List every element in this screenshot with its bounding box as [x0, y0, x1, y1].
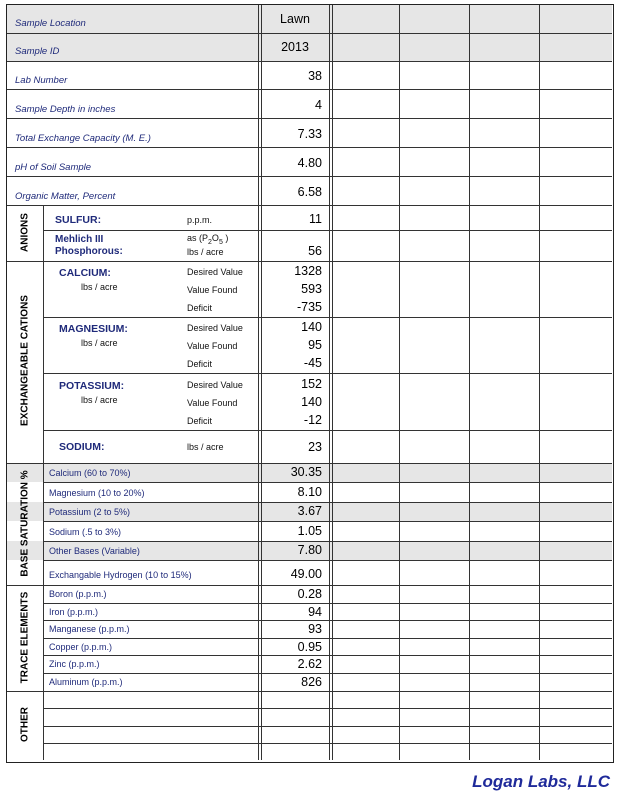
tec-label: Total Exchange Capacity (M. E.) [15, 133, 151, 144]
organic-matter-label: Organic Matter, Percent [15, 191, 116, 202]
trace-copper-value: 0.95 [297, 640, 322, 654]
trace-copper-label: Copper (p.p.m.) [49, 642, 113, 652]
row-line [43, 655, 612, 656]
magnesium-unit: lbs / acre [81, 338, 118, 348]
row-line [43, 502, 612, 503]
base-other-value: 7.80 [297, 543, 322, 557]
row-line [7, 176, 612, 177]
ph-value: 4.80 [297, 156, 322, 170]
sulfur-value: 11 [309, 212, 322, 226]
base-sodium-value: 1.05 [297, 524, 322, 538]
unit-sub: 5 [218, 238, 223, 246]
row-line [43, 560, 612, 561]
sample-depth-value: 4 [315, 98, 322, 112]
calcium-found-label: Value Found [187, 285, 238, 295]
magnesium-label: MAGNESIUM: [59, 323, 128, 335]
trace-aluminum-value: 826 [301, 675, 322, 689]
sodium-unit: lbs / acre [187, 442, 224, 452]
calcium-unit: lbs / acre [81, 282, 118, 292]
base-hydrogen-value: 49.00 [290, 567, 322, 581]
trace-manganese-label: Manganese (p.p.m.) [49, 624, 130, 634]
sulfur-label: SULFUR: [55, 214, 102, 226]
row-line [43, 620, 612, 621]
row-line [43, 541, 612, 542]
lab-number-label: Lab Number [15, 75, 68, 86]
base-potassium-value: 3.67 [297, 504, 322, 518]
tec-value: 7.33 [297, 127, 322, 141]
soil-report-table [6, 4, 614, 763]
sulfur-unit: p.p.m. [187, 215, 213, 225]
row-line [43, 317, 612, 318]
trace-boron-label: Boron (p.p.m.) [49, 589, 107, 599]
calcium-deficit-value: -735 [296, 300, 322, 314]
calcium-desired-value: 1328 [294, 264, 322, 278]
magnesium-found-value: 95 [308, 338, 322, 352]
phosphorous-value: 56 [308, 244, 322, 258]
calcium-desired-label: Desired Value [187, 267, 243, 277]
unit-part: O [211, 233, 219, 243]
potassium-unit: lbs / acre [81, 395, 118, 405]
sample-id-label: Sample ID [15, 46, 60, 57]
trace-zinc-label: Zinc (p.p.m.) [49, 659, 100, 669]
row-line [43, 603, 612, 604]
sample-id-value: 2013 [281, 40, 309, 54]
base-calcium-value: 30.35 [290, 465, 322, 479]
trace-boron-value: 0.28 [297, 587, 322, 601]
mehlich-label: Mehlich III [55, 234, 104, 245]
row-line [43, 373, 612, 374]
magnesium-desired-label: Desired Value [187, 323, 243, 333]
row-line [43, 743, 612, 744]
magnesium-desired-value: 140 [301, 320, 322, 334]
row-line [43, 726, 612, 727]
row-line [7, 691, 612, 692]
row-line [7, 147, 612, 148]
row-line [43, 521, 612, 522]
trace-aluminum-label: Aluminum (p.p.m.) [49, 677, 123, 687]
anions-section-title: ANIONS [19, 213, 31, 252]
sample-location-value: Lawn [280, 12, 310, 26]
row-line [43, 673, 612, 674]
calcium-found-value: 593 [301, 282, 322, 296]
sample-location-label: Sample Location [15, 18, 86, 29]
base-hydrogen-label: Exchangable Hydrogen (10 to 15%) [49, 570, 192, 580]
potassium-label: POTASSIUM: [59, 380, 125, 392]
row-line [7, 261, 612, 262]
phosphorous-label: Phosphorous: [55, 246, 123, 257]
trace-iron-label: Iron (p.p.m.) [49, 607, 99, 617]
row-line [43, 708, 612, 709]
row-line [43, 638, 612, 639]
row-line [7, 205, 612, 206]
unit-part: ) [222, 233, 229, 243]
potassium-deficit-value: -12 [303, 413, 322, 427]
row-line [7, 463, 612, 464]
base-magnesium-value: 8.10 [297, 485, 322, 499]
phosphorous-unit-formula [187, 233, 228, 246]
potassium-found-value: 140 [301, 395, 322, 409]
trace-elements-section-title: TRACE ELEMENTS [19, 591, 31, 684]
trace-zinc-value: 2.62 [297, 657, 322, 671]
row-line [43, 230, 612, 231]
calcium-label: CALCIUM: [59, 267, 111, 279]
potassium-desired-label: Desired Value [187, 380, 243, 390]
unit-part: as (P [187, 233, 209, 243]
lab-number-value: 38 [308, 69, 322, 83]
base-magnesium-label: Magnesium (10 to 20%) [49, 488, 145, 498]
base-other-label: Other Bases (Variable) [49, 546, 140, 556]
row-line [7, 61, 612, 62]
row-line [43, 430, 612, 431]
potassium-deficit-label: Deficit [187, 416, 213, 426]
row-line [7, 33, 612, 34]
base-sodium-label: Sodium (.5 to 3%) [49, 527, 122, 537]
sample-depth-label: Sample Depth in inches [15, 104, 116, 115]
cations-section-title: EXCHANGEABLE CATIONS [19, 295, 31, 426]
magnesium-deficit-label: Deficit [187, 359, 213, 369]
brand-logo: Logan Labs, LLC [472, 772, 610, 791]
base-potassium-label: Potassium (2 to 5%) [49, 507, 131, 517]
potassium-found-label: Value Found [187, 398, 238, 408]
potassium-desired-value: 152 [301, 377, 322, 391]
trace-manganese-value: 93 [308, 622, 322, 636]
row-line [7, 118, 612, 119]
trace-iron-value: 94 [308, 605, 322, 619]
base-calcium-label: Calcium (60 to 70%) [49, 468, 131, 478]
other-section-title: OTHER [19, 707, 31, 742]
row-line [7, 89, 612, 90]
organic-matter-value: 6.58 [297, 185, 322, 199]
sodium-label: SODIUM: [59, 441, 105, 453]
sodium-value: 23 [308, 440, 322, 454]
phosphorous-unit: lbs / acre [187, 247, 224, 257]
unit-sub: 2 [208, 238, 212, 246]
row-line [7, 585, 612, 586]
ph-label: pH of Soil Sample [15, 162, 92, 173]
magnesium-deficit-value: -45 [303, 356, 322, 370]
base-saturation-section-title: BASE SATURATION % [19, 470, 31, 577]
magnesium-found-label: Value Found [187, 341, 238, 351]
calcium-deficit-label: Deficit [187, 303, 213, 313]
row-line [43, 482, 612, 483]
